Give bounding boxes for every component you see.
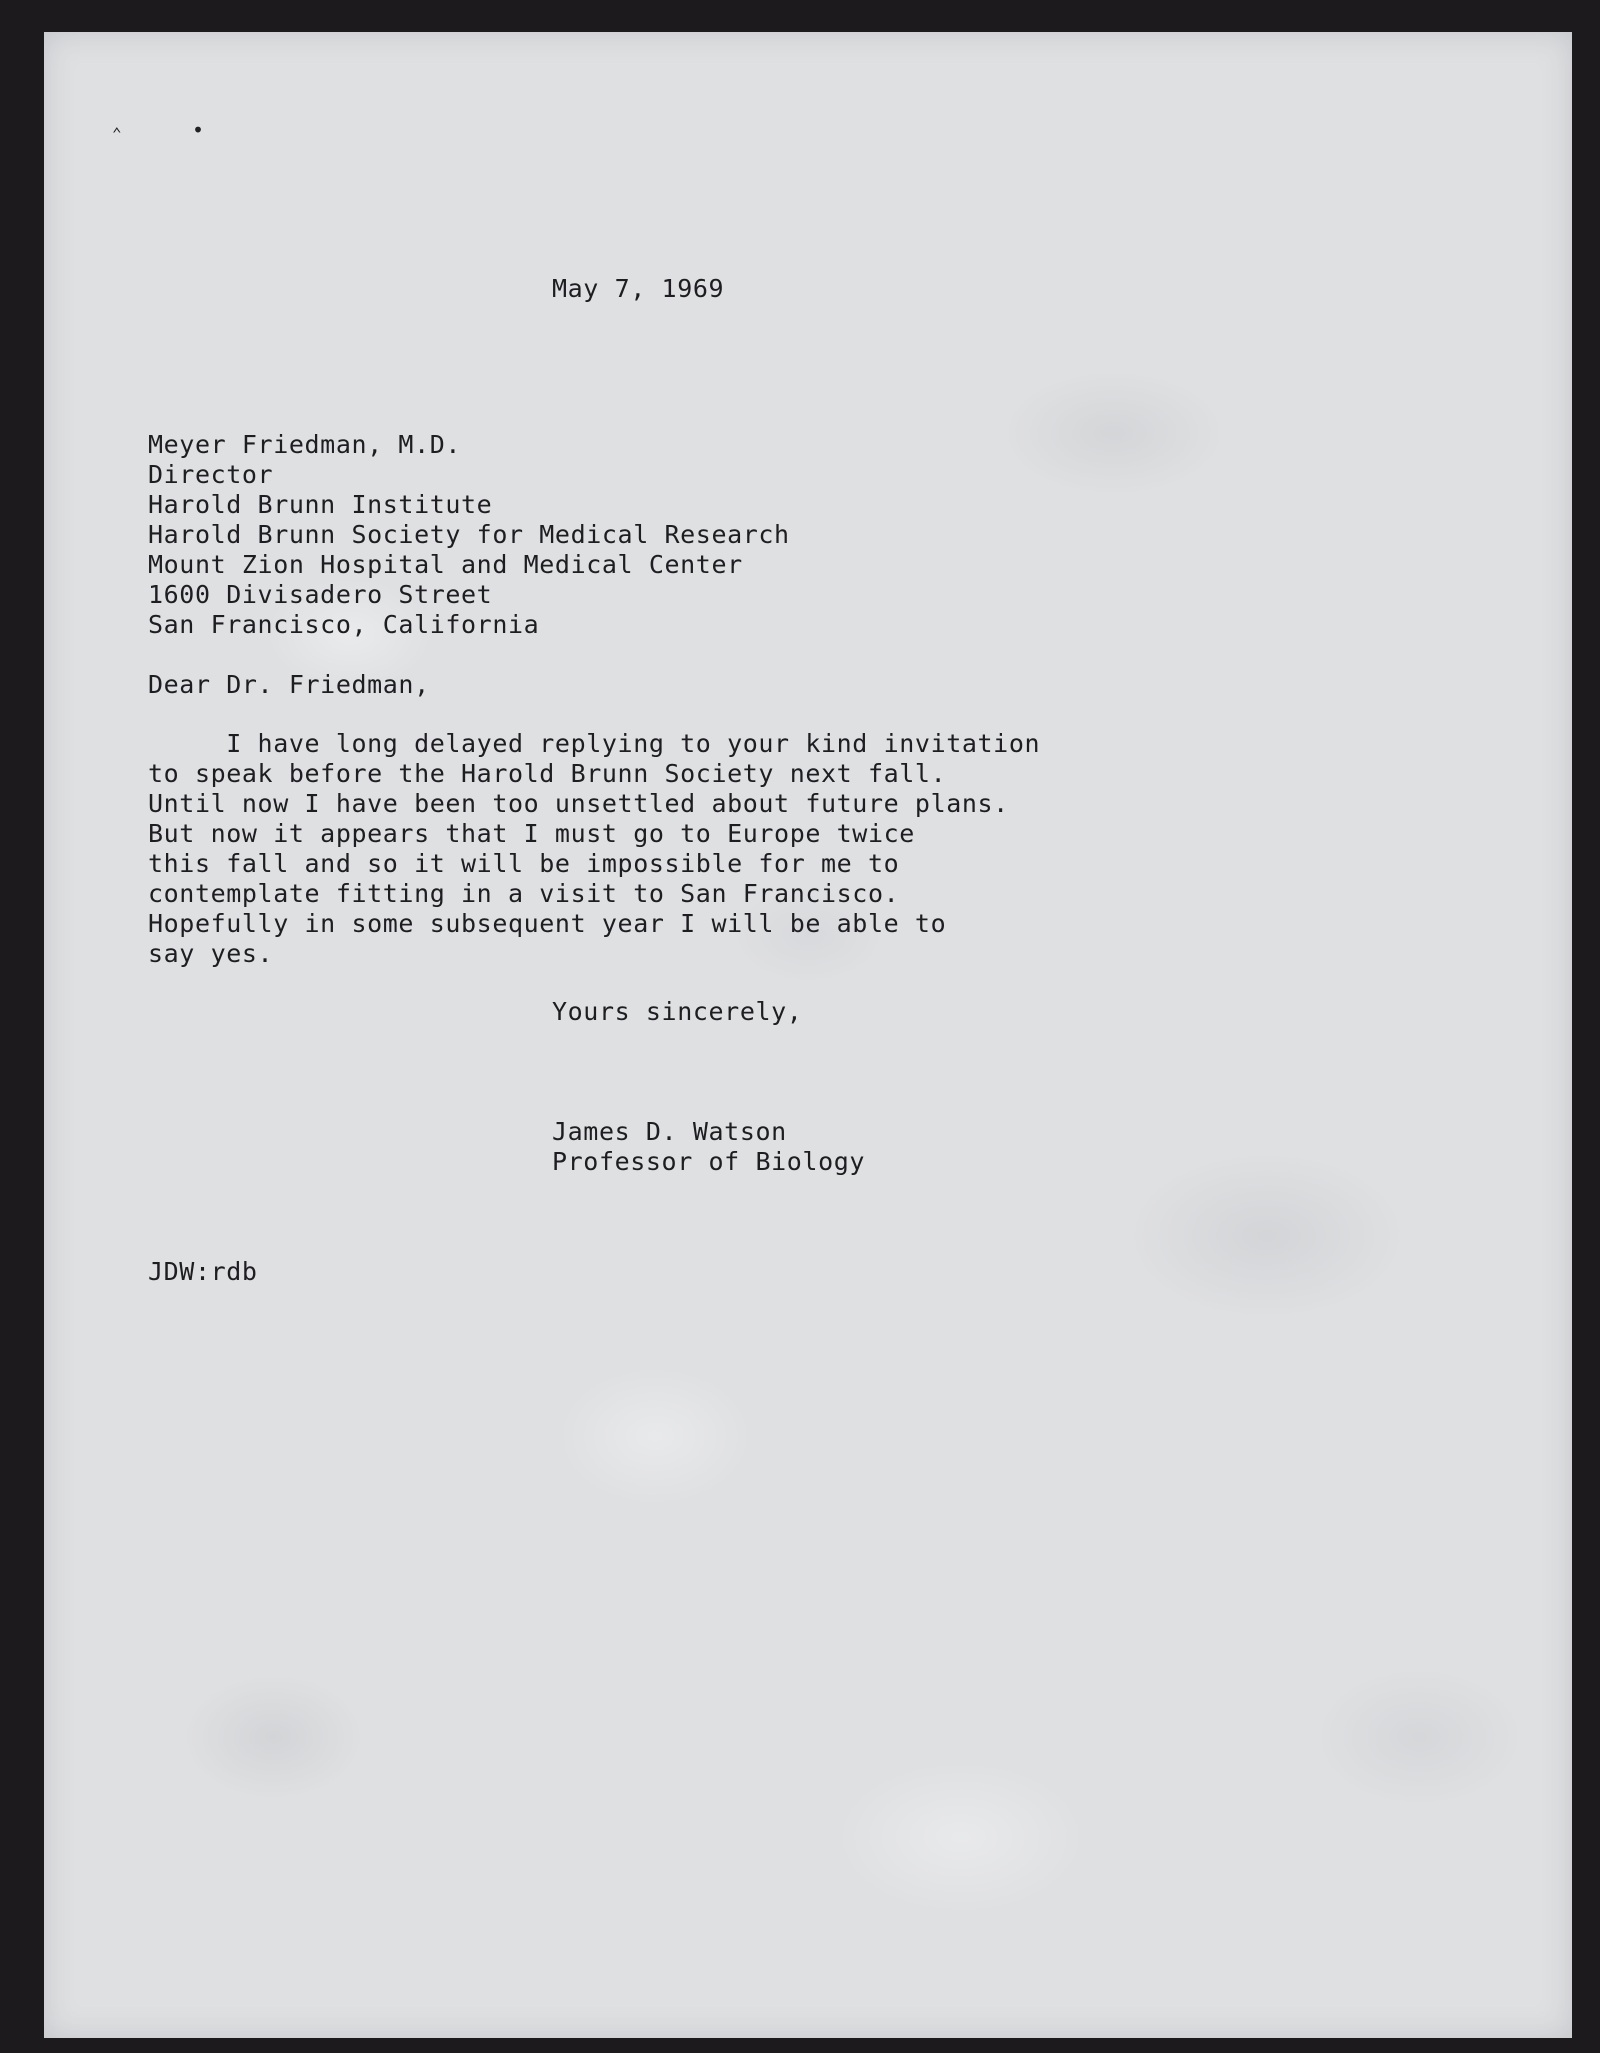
body-line: Hopefully in some subsequent year I will be able to [148,909,947,938]
body-line: Until now I have been too unsettled about future plans. [148,789,1009,818]
address-line: Harold Brunn Society for Medical Research [148,520,790,549]
address-line: Director [148,460,274,489]
address-line: Mount Zion Hospital and Medical Center [148,550,743,579]
address-line: 1600 Divisadero Street [148,580,493,609]
signature-name: James D. Watson [552,1117,787,1146]
reference-initials: JDW:rdb [148,1257,258,1286]
letter-body [148,729,1040,969]
body-line: But now it appears that I must go to Europe twice [148,819,915,848]
body-line: to speak before the Harold Brunn Society next fall. [148,759,947,788]
recipient-address [148,430,790,640]
paper-speck-mark: ⌃ [112,124,122,143]
address-line: San Francisco, California [148,610,540,639]
body-line: say yes. [148,939,274,968]
body-line: this fall and so it will be impossible for me to [148,849,900,878]
closing: Yours sincerely, [552,997,803,1026]
address-line: Meyer Friedman, M.D. [148,430,462,459]
salutation: Dear Dr. Friedman, [148,670,430,699]
signature-title: Professor of Biology [552,1147,866,1176]
letter-date: May 7, 1969 [552,274,725,303]
paper-dot-mark: • [192,118,205,142]
letter-page [44,32,1572,2038]
body-line: I have long delayed replying to your kind invitation [148,729,1041,758]
signature-block [552,1117,865,1177]
body-line: contemplate fitting in a visit to San Francisco. [148,879,900,908]
address-line: Harold Brunn Institute [148,490,493,519]
